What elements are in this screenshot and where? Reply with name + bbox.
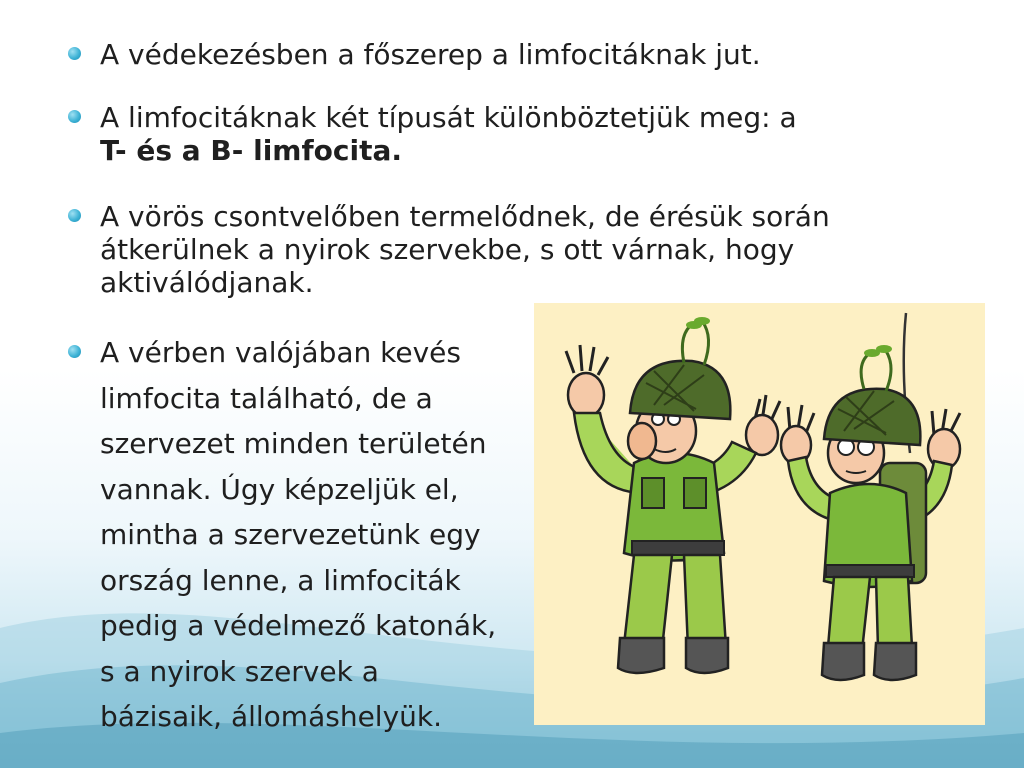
bullet-line: ország lenne, a limfociták — [100, 563, 461, 597]
bullet-line: limfocita található, de a — [100, 381, 433, 415]
bullet-line: aktiválódjanak. — [100, 266, 314, 299]
bullet-line: bázisaik, állomáshelyük. — [100, 700, 443, 733]
bullet-line: A vérben valójában kevés — [100, 336, 461, 369]
bullet-item-3 — [100, 200, 980, 299]
soldiers-cartoon-image — [534, 303, 985, 725]
bullet-line: s a nyirok szervek a — [100, 654, 379, 688]
right-soldier — [781, 313, 960, 680]
bullet-text: A limfocitáknak két típusát különböztetjük meg: a — [100, 101, 797, 134]
bullet-item-1 — [100, 38, 980, 71]
soldiers-illustration — [534, 303, 985, 725]
bullet-item-4 — [100, 330, 520, 740]
bullet-line: átkerülnek a nyirok szervekbe, s ott várnak, hogy — [100, 233, 795, 266]
bullet-line: vannak. Úgy képzeljük el, — [100, 472, 459, 506]
bullet-line: pedig a védelmező katonák, — [100, 609, 497, 642]
bullet-line: mintha a szervezetünk egy — [100, 518, 481, 551]
bullet-item-2 — [100, 101, 980, 167]
bullet-text: A védekezésben a főszerep a limfocitáknak jut. — [100, 38, 761, 71]
bullet-line: szervezet minden területén — [100, 427, 487, 460]
left-soldier — [566, 317, 780, 673]
bullet-line: A vörös csontvelőben termelődnek, de érésük során — [100, 200, 830, 233]
bullet-text-bold: T- és a B- limfocita. — [100, 134, 403, 167]
